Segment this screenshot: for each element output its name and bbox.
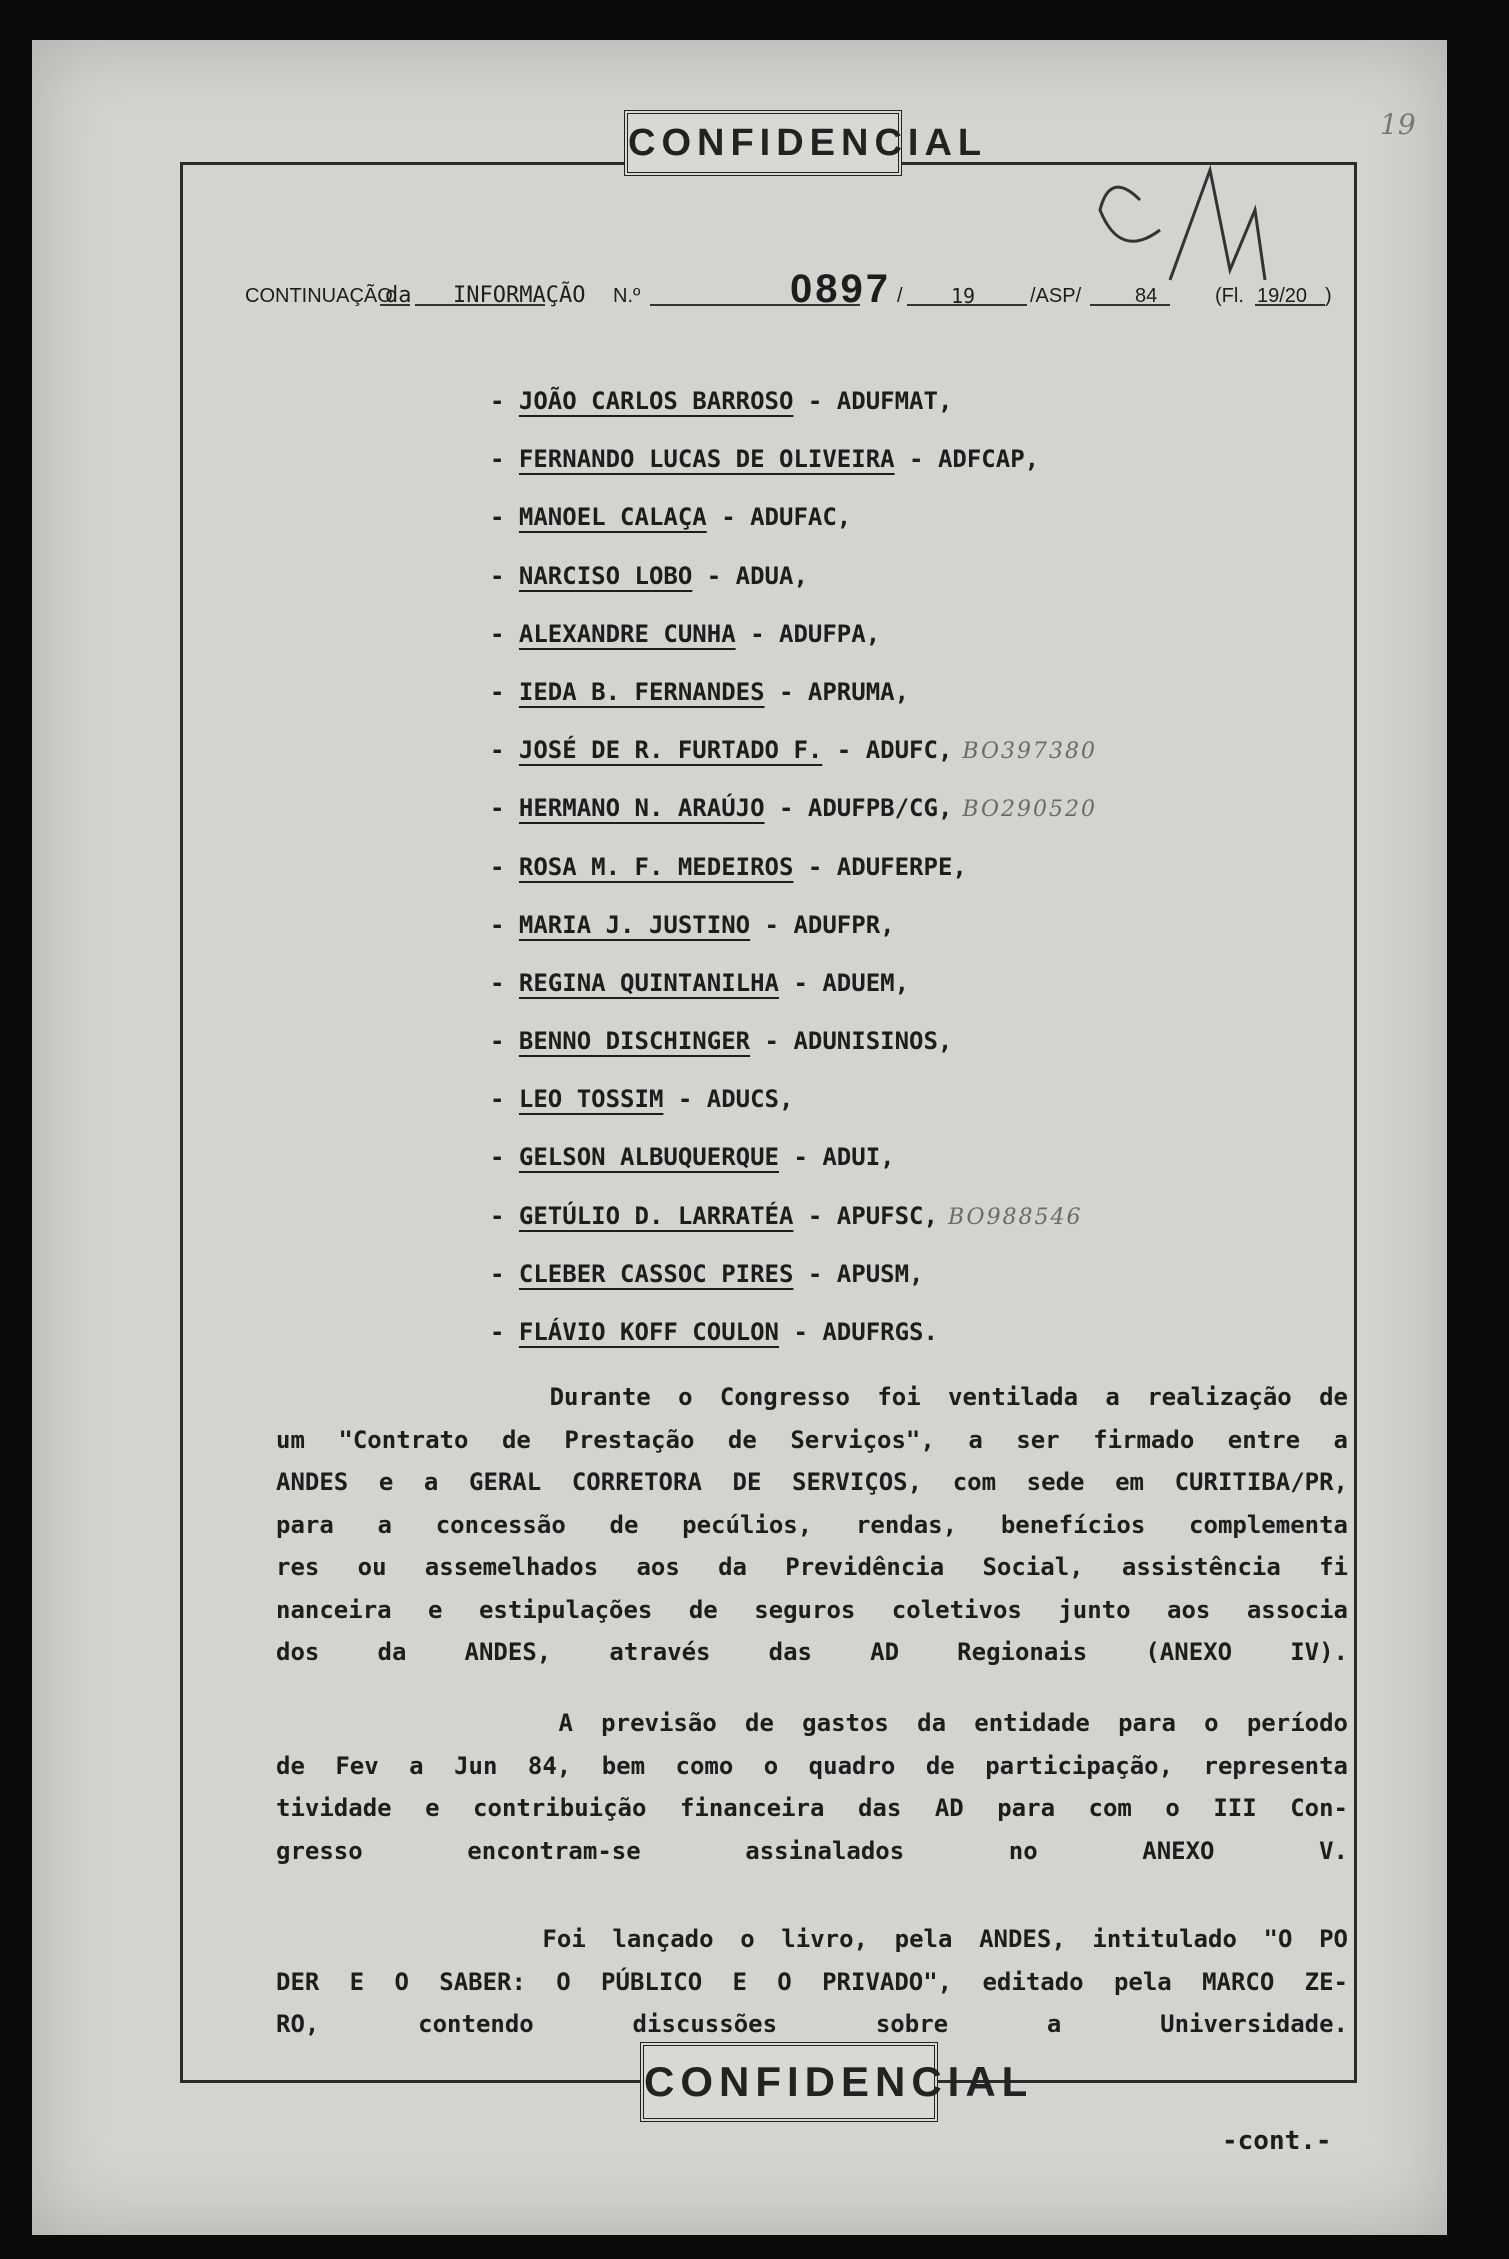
header-fl-value: 19/20 xyxy=(1257,285,1308,307)
participant-name: LEO TOSSIM xyxy=(518,1085,664,1114)
header-n-label: N.º xyxy=(613,285,641,307)
participant-association: - ADUFAC, xyxy=(706,503,852,532)
text-line: gresso encontram-se assinalados no ANEXO V. xyxy=(276,1836,1348,1865)
participant-association: - APUFSC, xyxy=(793,1201,938,1230)
list-item: - BENNO DISCHINGER - ADUNISINOS, xyxy=(490,1027,953,1056)
list-item: - NARCISO LOBO - ADUA, xyxy=(490,561,808,590)
list-item: - ALEXANDRE CUNHA - ADUFPA, xyxy=(490,619,881,648)
participant-name: MANOEL CALAÇA xyxy=(518,503,707,532)
text-line: A previsão de gastos da entidade para o período xyxy=(276,1709,1348,1737)
list-item: - LEO TOSSIM - ADUCS, xyxy=(490,1085,794,1114)
list-item: - GETÚLIO D. LARRATÉA - APUFSC, BO988546 xyxy=(490,1201,1083,1230)
participant-association: - APRUMA, xyxy=(764,677,910,706)
list-item: - HERMANO N. ARAÚJO - ADUFPB/CG, BO290520 xyxy=(490,794,1097,823)
text-line: para a concessão de pecúlios, rendas, benefícios complementa xyxy=(276,1510,1348,1539)
header-separator: / xyxy=(897,285,903,307)
participant-name: JOSÉ DE R. FURTADO F. xyxy=(518,736,823,765)
form-header xyxy=(245,268,1345,318)
participant-association: - ADUNISINOS, xyxy=(750,1027,953,1056)
participant-name: HERMANO N. ARAÚJO xyxy=(518,794,765,823)
handwritten-annotation: BO397380 xyxy=(962,739,1097,765)
list-item: - FLÁVIO KOFF COULON - ADUFRGS. xyxy=(490,1318,938,1346)
participant-name: JOÃO CARLOS BARROSO xyxy=(518,387,794,415)
text-line: nanceira e estipulações de seguros coletivos junto aos associa xyxy=(276,1595,1348,1624)
participant-association: - ADUFMAT, xyxy=(793,387,953,415)
text-line: Foi lançado o livro, pela ANDES, intitulado "O PO xyxy=(276,1925,1348,1953)
participant-name: ROSA M. F. MEDEIROS xyxy=(518,852,794,881)
participant-name: NARCISO LOBO xyxy=(518,561,693,590)
paragraph-contract xyxy=(276,1376,1348,1674)
list-item: - MARIA J. JUSTINO - ADUFPR, xyxy=(490,910,895,939)
text-line: DER E O SABER: O PÚBLICO E O PRIVADO", editado pela MARCO ZE- xyxy=(276,1967,1348,1996)
participant-association: - ADUFPA, xyxy=(735,619,881,648)
participant-association: - ADUCS, xyxy=(663,1085,794,1114)
participant-association: - ADUFPB/CG, xyxy=(764,794,953,823)
text-line: tividade e contribuição financeira das AD para com o III Con- xyxy=(276,1794,1348,1822)
header-da: da xyxy=(385,283,412,308)
header-asp-year: 84 xyxy=(1135,285,1158,307)
header-informacao: INFORMAÇÃO xyxy=(453,283,586,308)
handwritten-annotation: BO290520 xyxy=(962,797,1097,823)
participant-association: - ADFCAP, xyxy=(894,445,1040,474)
paragraph-expenses xyxy=(276,1702,1348,1872)
participant-name: IEDA B. FERNANDES xyxy=(518,677,765,706)
participant-association: - ADUFPR, xyxy=(750,910,895,939)
list-item: - ROSA M. F. MEDEIROS - ADUFERPE, xyxy=(490,852,967,881)
participant-name: GELSON ALBUQUERQUE xyxy=(518,1143,779,1172)
participant-association: - ADUEM, xyxy=(779,968,910,997)
list-item: - JOSÉ DE R. FURTADO F. - ADUFC, BO397380 xyxy=(490,736,1097,765)
header-fl-label: (Fl. xyxy=(1215,285,1244,307)
text-line: um "Contrato de Prestação de Serviços", a ser firmado entre a xyxy=(276,1425,1348,1454)
participant-association: - ADUA, xyxy=(692,561,808,590)
confidential-stamp-bottom: CONFIDENCIAL xyxy=(640,2042,938,2122)
participant-name: CLEBER CASSOC PIRES xyxy=(518,1259,794,1288)
participant-association: - ADUFERPE, xyxy=(793,852,967,881)
paragraph-book xyxy=(276,1918,1348,2046)
participant-name: FLÁVIO KOFF COULON xyxy=(518,1318,779,1346)
list-item: - CLEBER CASSOC PIRES - APUSM, xyxy=(490,1259,924,1288)
handwritten-annotation: BO988546 xyxy=(947,1204,1083,1230)
participant-association: - ADUFC, xyxy=(822,736,953,765)
text-line: ANDES e a GERAL CORRETORA DE SERVIÇOS, com sede em CURITIBA/PR, xyxy=(276,1468,1348,1496)
text-line: Durante o Congresso foi ventilada a realização de xyxy=(276,1383,1348,1411)
list-item: - MANOEL CALAÇA - ADUFAC, xyxy=(490,503,852,532)
information-number: 0897 xyxy=(790,267,891,311)
list-item: - IEDA B. FERNANDES - APRUMA, xyxy=(490,677,910,706)
participant-name: MARIA J. JUSTINO xyxy=(518,910,751,939)
header-prefix: CONTINUAÇÃO xyxy=(245,285,393,307)
confidential-stamp-top: CONFIDENCIAL xyxy=(624,110,902,176)
participant-association: - APUSM, xyxy=(793,1259,924,1288)
header-year-code: 19 xyxy=(951,284,976,308)
text-line: RO, contendo discussões sobre a Universidade. xyxy=(276,2010,1348,2038)
list-item: - GELSON ALBUQUERQUE - ADUI, xyxy=(490,1143,895,1172)
list-item: - JOÃO CARLOS BARROSO - ADUFMAT, xyxy=(490,387,953,415)
participant-name: REGINA QUINTANILHA xyxy=(518,968,779,997)
text-line: de Fev a Jun 84, bem como o quadro de participação, representa xyxy=(276,1751,1348,1780)
participant-association: - ADUI, xyxy=(779,1143,895,1172)
participant-association: - ADUFRGS. xyxy=(779,1318,938,1346)
participant-name: ALEXANDRE CUNHA xyxy=(518,619,736,648)
participant-list xyxy=(490,372,1097,1361)
text-line: res ou assemelhados aos da Previdência Social, assistência fi xyxy=(276,1553,1348,1581)
list-item: - FERNANDO LUCAS DE OLIVEIRA - ADFCAP, xyxy=(490,445,1040,474)
header-asp: /ASP/ xyxy=(1030,285,1082,307)
continuation-mark: -cont.- xyxy=(1222,2126,1332,2156)
page-mark: 19 xyxy=(1380,108,1416,141)
text-line: dos da ANDES, através das AD Regionais (ANEXO IV). xyxy=(276,1638,1348,1666)
header-fl-close: ) xyxy=(1325,285,1332,307)
participant-name: BENNO DISCHINGER xyxy=(518,1027,751,1056)
participant-name: GETÚLIO D. LARRATÉA xyxy=(518,1201,794,1230)
participant-name: FERNANDO LUCAS DE OLIVEIRA xyxy=(518,445,895,474)
list-item: - REGINA QUINTANILHA - ADUEM, xyxy=(490,968,910,997)
